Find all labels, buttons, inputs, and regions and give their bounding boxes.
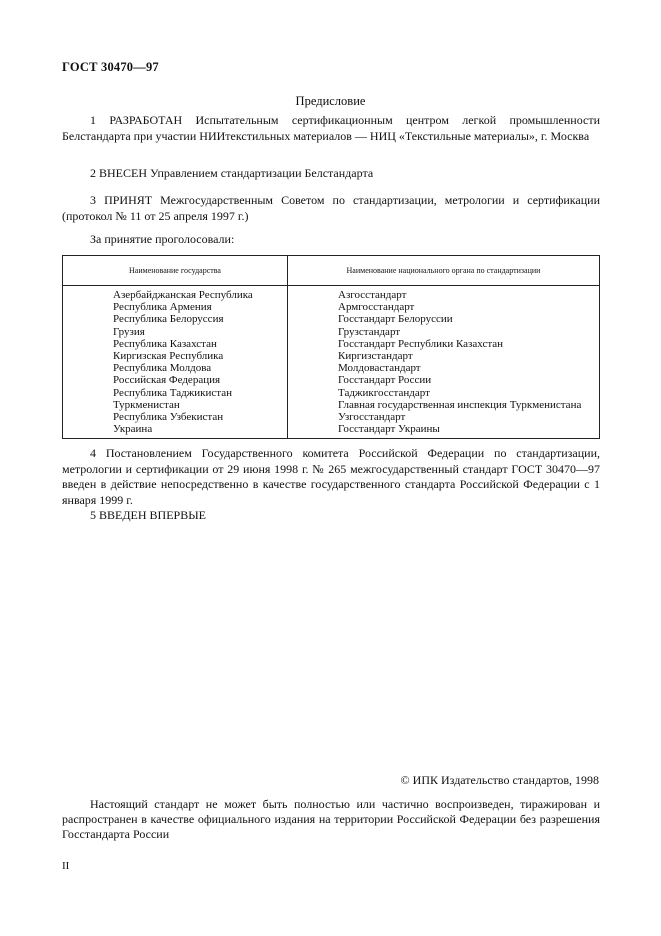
national-body: Госстандарт Республики Казахстан — [288, 338, 600, 350]
standard-code: ГОСТ 30470—97 — [62, 60, 159, 74]
national-body: Киргизстандарт — [288, 350, 600, 362]
national-body: Главная государственная инспекция Туркменистана — [288, 399, 600, 411]
table-row — [63, 411, 600, 423]
table-row — [63, 338, 600, 350]
column-header-state: Наименование государства — [63, 256, 288, 286]
paragraph-introduced: 2 ВНЕСЕН Управлением стандартизации Белстандарта — [90, 166, 374, 180]
table-row — [63, 326, 600, 338]
page-title: Предисловие — [295, 94, 366, 108]
table-row — [63, 350, 600, 362]
national-body: Госстандарт Украины — [288, 423, 600, 439]
page-number: II — [62, 860, 70, 872]
state-name: Украина — [63, 423, 288, 439]
national-body: Узгосстандарт — [288, 411, 600, 423]
table-header-row — [63, 256, 600, 286]
column-header-national-body: Наименование национального органа по стандартизации — [288, 256, 600, 286]
state-name: Российская Федерация — [63, 374, 288, 386]
state-name: Республика Армения — [63, 301, 288, 313]
state-name: Республика Таджикистан — [63, 387, 288, 399]
national-body: Госстандарт Белоруссии — [288, 313, 600, 325]
table-row — [63, 301, 600, 313]
table-row — [63, 387, 600, 399]
table-row — [63, 362, 600, 374]
table-row — [63, 374, 600, 386]
table-row — [63, 313, 600, 325]
state-name: Туркменистан — [63, 399, 288, 411]
table-row — [63, 286, 600, 302]
national-body: Таджикгосстандарт — [288, 387, 600, 399]
national-body: Молдовастандарт — [288, 362, 600, 374]
table-row — [63, 423, 600, 439]
paragraph-adopted: 3 ПРИНЯТ Межгосударственным Советом по стандартизации, метрологии и сертификации (протокол № 11 от 25 апреля 1997 г.) — [62, 193, 600, 223]
state-name: Азербайджанская Республика — [63, 286, 288, 302]
table-row — [63, 399, 600, 411]
state-name: Республика Узбекистан — [63, 411, 288, 423]
state-name: Республика Белоруссия — [63, 313, 288, 325]
state-name: Республика Казахстан — [63, 338, 288, 350]
voting-states-table — [62, 255, 600, 439]
national-body: Грузстандарт — [288, 326, 600, 338]
vote-intro: За принятие проголосовали: — [90, 232, 235, 246]
state-name: Грузия — [63, 326, 288, 338]
state-name: Республика Молдова — [63, 362, 288, 374]
state-name: Киргизская Республика — [63, 350, 288, 362]
reproduction-notice: Настоящий стандарт не может быть полностью или частично воспроизведен, тиражирован и распространен в качестве официального издания на территории Российской Федерации без разрешения Госстандарта России — [62, 797, 600, 841]
national-body: Азгосстандарт — [288, 286, 600, 302]
national-body: Армгосстандарт — [288, 301, 600, 313]
copyright-notice: © ИПК Издательство стандартов, 1998 — [400, 773, 599, 787]
paragraph-developed: 1 РАЗРАБОТАН Испытательным сертификационным центром легкой промышленности Белстандарта при участии НИИтекстильных материалов — НИЦ «Текстильные материалы», г. Москва — [62, 113, 600, 143]
paragraph-enacted: 4 Постановлением Государственного комитета Российской Федерации по стандартизации, метрологии и сертификации от 29 июня 1998 г. № 265 межгосударственный стандарт ГОСТ 30470—97 введен в действие непосредственно в качестве государственного стандарта Российской Федерации с 1 января 1999 г. — [62, 446, 600, 507]
paragraph-first-introduced: 5 ВВЕДЕН ВПЕРВЫЕ — [90, 508, 206, 522]
national-body: Госстандарт России — [288, 374, 600, 386]
